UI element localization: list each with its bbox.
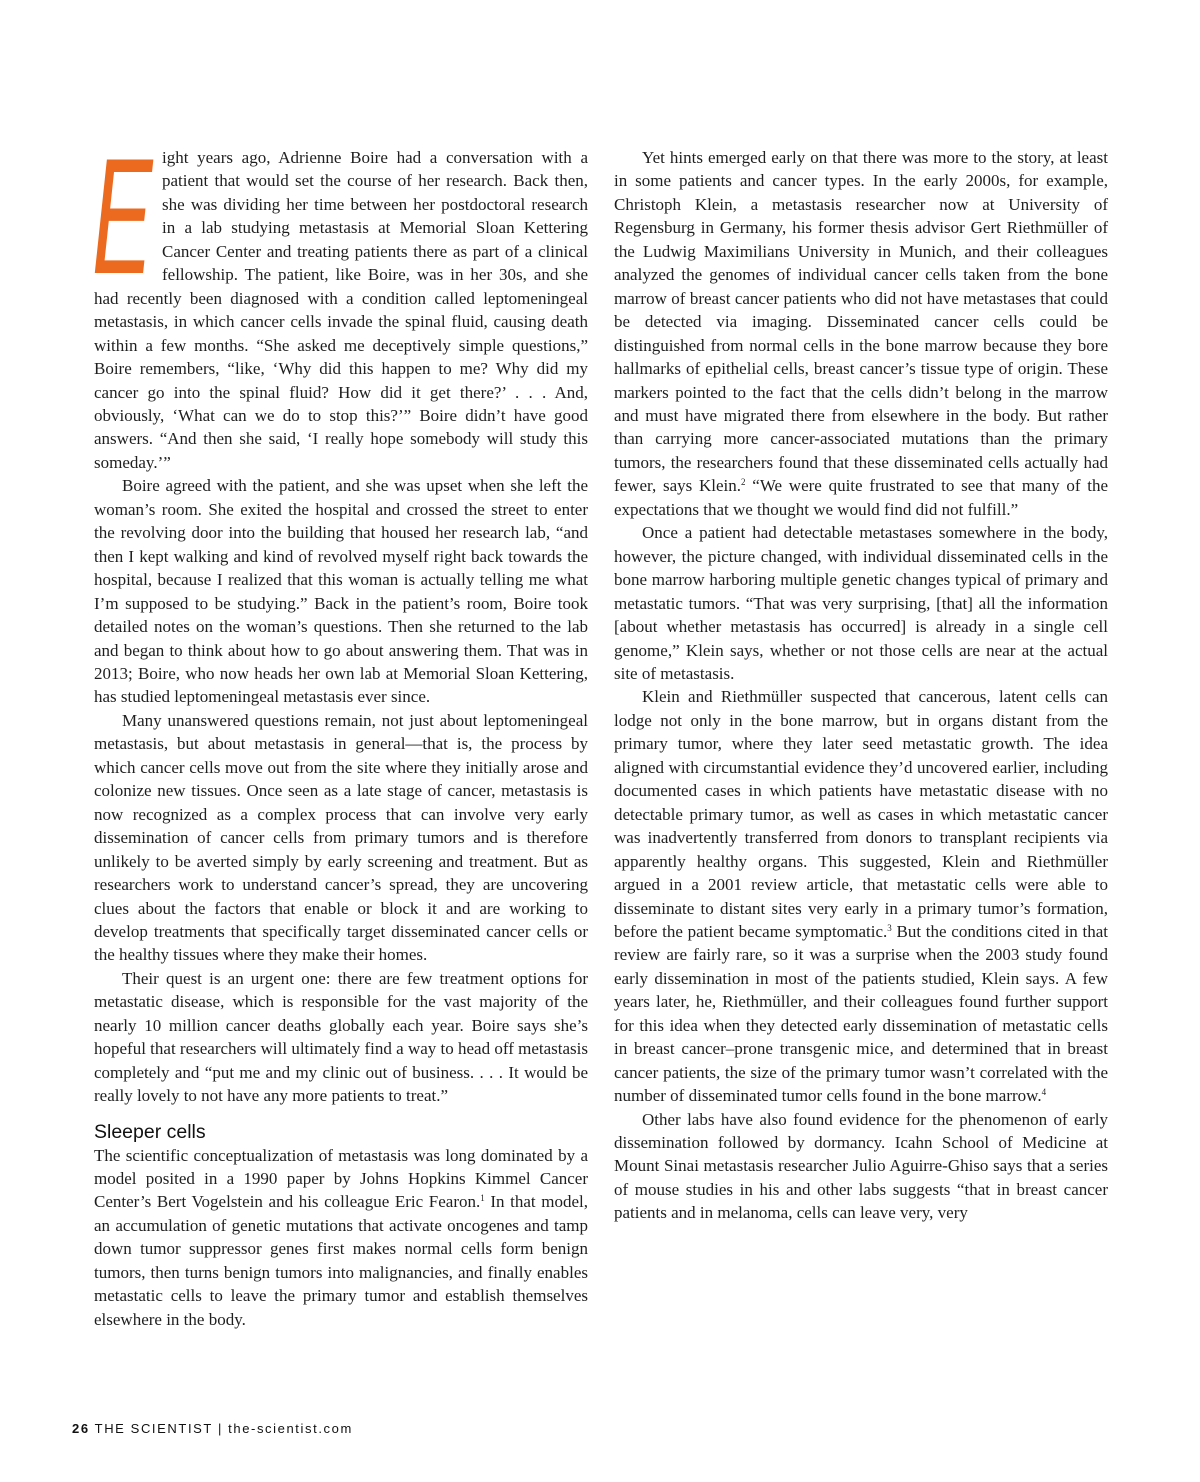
article-paragraph: Once a patient had detectable metastases somewhere in the body, however, the picture changed, with individual disseminated cells in the bone marrow harboring multiple genetic changes typical of primary and metastatic tumors. “That was very surprising, [that] all the information [about whether metastasis has occurred] is already in a single cell genome,” Klein says, whether or not those cells are near at the actual site of metastasis. [614,523,1108,683]
reference-marker: 2 [741,477,746,488]
article-paragraph: Boire agreed with the patient, and she was upset when she left the woman’s room. She exited the hospital and crossed the street to enter the revolving door into the building that housed her research lab, “and then I kept walking and kind of revolved myself right back towards the hospital, because I realized that this woman is actually telling me what I’m supposed to be studying.” Back in the patient’s room, Boire took detailed notes on the woman’s questions. Then she returned to the lab and began to think about how to go about answering them. That was in 2013; Boire, who now heads her own lab at Memorial Sloan Kettering, has studied leptomeningeal metastasis ever since. [94,476,588,707]
footer-separator: | [217,1421,223,1436]
section-subhead: Sleeper cells [94,1120,206,1143]
page-number: 26 [72,1421,90,1436]
page-footer [72,1421,353,1436]
reference-marker: 1 [480,1193,485,1204]
article-column-right [614,146,1108,1225]
article-column-left [92,124,588,1331]
reference-marker: 4 [1041,1087,1047,1098]
article-paragraph: Klein and Riethmüller suspected that cancerous, latent cells can lodge not only in the bone marrow, but in organs distant from the primary tumor, where they later seed metastatic growth. The idea aligned with circumstantial evidence they’d uncovered earlier, including documented cases in which patients have metastatic disease with no detectable primary tumor, as well as cases in which metastatic cancer was inadvertently transferred from donors to transplant recipients via apparently healthy organs. This suggested, Klein and Riethmüller argued in a 2001 review article, that metastatic cells were able to disseminate to distant sites very early in a primary tumor’s formation, before the patient became symptomatic.$^3$ But the conditions cited in that review are fairly rare, so it was a surprise when the 2003 study found early dissemination in most of the patients studied, Klein says. A few years later, he, Riethmüller, and their colleagues found further support for this idea when they detected early dissemination of metastatic cells in breast cancer–prone transgenic mice, and determined that in breast cancer patients, the size of the primary tumor wasn’t correlated with the number of disseminated tumor cells found in the bone marrow.$^4$ [614,687,1109,1106]
article-paragraph: The scientific conceptualization of metastasis was long dominated by a model posited in a 1990 paper by Johns Hopkins Kimmel Cancer Center’s Bert Vogelstein and his colleague Eric Fearon.$^1$ In that model, an accumulation of genetic mutations that activate oncogenes and tamp down tumor suppressor genes first makes normal cells form benign tumors, then turns benign tumors into malignancies, and finally enables metastatic cells to leave the primary tumor and establish themselves elsewhere in the body. [94,1145,588,1329]
reference-marker: 3 [887,922,892,933]
article-paragraph: Their quest is an urgent one: there are few treatment options for metastatic disease, which is responsible for the vast majority of the nearly 10 million cancer deaths globally each year. Boire says she’s hopeful that researchers will ultimately find a way to head off metastasis completely and “put me and my clinic out of business. . . . It would be really lovely to not have any more patients to treat.” [94,968,588,1106]
article-paragraph: Other labs have also found evidence for the phenomenon of early dissemination followed by dormancy. Icahn School of Medicine at Mount Sinai metastasis researcher Julio Aguirre-Ghiso says that a series of mouse studies in his and other labs suggests “that in breast cancer patients and in melanoma, cells can leave very, very [614,1109,1108,1223]
website-link[interactable]: the-scientist.com [228,1421,353,1436]
article-paragraph: Eight years ago, Adrienne Boire had a conversation with a patient that would set the course of her research. Back then, she was dividing her time between her postdoctoral research in a lab studying metastasis at Memorial Sloan Kettering Cancer Center and treating patients there as part of a clinical fellowship. The patient, like Boire, was in her 30s, and she had recently been diagnosed with a condition called leptomeningeal metastasis, in which cancer cells invade the spinal fluid, causing death within a few months. “She asked me deceptively simple questions,” Boire remembers, “like, ‘Why did this happen to me? Why did my cancer go into the spinal fluid? How did it get there?’ . . . And, obviously, ‘What can we do to stop this?’” Boire didn’t have good answers. “And then she said, ‘I really hope somebody will study this someday.’” [92,124,588,472]
article-paragraph: Many unanswered questions remain, not just about leptomeningeal metastasis, but about metastasis in general—that is, the process by which cancer cells move out from the site where they initially arose and colonize new tissues. Once seen as a late stage of cancer, metastasis is now recognized as a complex process that can involve very early dissemination of cancer cells from primary tumors and is therefore unlikely to be averted simply by early screening and treatment. But as researchers work to understand cancer’s spread, they are uncovering clues about the factors that enable or block it and are working to develop treatments that specifically target disseminated cancer cells or the healthy tissues where they make their homes. [94,710,588,965]
drop-cap: E [92,124,153,308]
magazine-name: THE SCIENTIST [94,1421,213,1436]
article-paragraph: Yet hints emerged early on that there was more to the story, at least in some patients and cancer types. In the early 2000s, for example, Christoph Klein, a metastasis researcher now at University of Regensburg in Germany, his former thesis advisor Gert Riethmüller of the Ludwig Maximilians University in Munich, and their colleagues analyzed the genomes of individual cancer cells taken from the bone marrow of breast cancer patients who did not have metastases that could be detected via imaging. Disseminated cancer cells could be distinguished from normal cells in the bone marrow because they bore hallmarks of epithelial cells, breast cancer’s tissue type of origin. These markers pointed to the fact that the cells didn’t belong in the marrow and must have migrated there from elsewhere in the body. But rather than carrying more cancer-associated mutations than the primary tumors, the researchers found that these disseminated cells actually had fewer, says Klein.$^2$ “We were quite frustrated to see that many of the expectations that we thought we would find did not fulfill.” [614,148,1108,519]
